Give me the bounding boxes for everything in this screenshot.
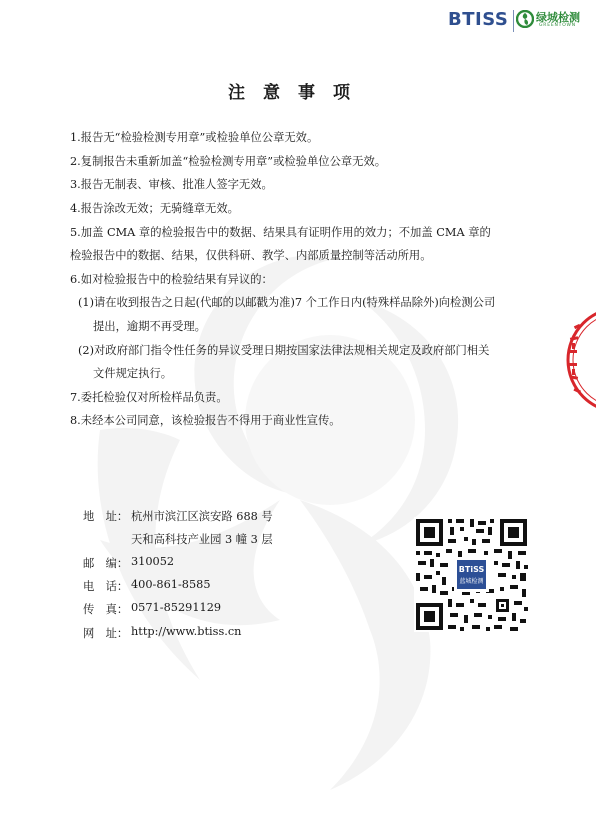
notice-item-5-line-1: 5.加盖 CMA 章的检验报告中的数据、结果具有证明作用的效力；不加盖 CMA 章的 bbox=[70, 226, 491, 239]
page-title: 注意事项 bbox=[228, 83, 368, 103]
logo-divider bbox=[513, 10, 514, 32]
website-label: 网 址： bbox=[83, 627, 129, 640]
notice-item-6-2-line-1: (2)对政府部门指令性任务的异议受理日期按国家法律法规相关规定及政府部门相关 bbox=[78, 344, 490, 357]
notice-item-6-1-line-1: (1)请在收到报告之日起(代邮的以邮戳为准)7 个工作日内(特殊样品除外)向检测公司 bbox=[78, 296, 496, 309]
postcode-value: 310052 bbox=[131, 555, 175, 568]
notice-item-2: 2.复制报告未重新加盖“检验检测专用章”或检验单位公章无效。 bbox=[70, 155, 387, 168]
notice-item-8: 8.未经本公司同意，该检验报告不得用于商业性宣传。 bbox=[70, 414, 341, 427]
qr-code-icon bbox=[414, 517, 529, 632]
notice-item-5-line-2: 检验报告中的数据、结果，仅供科研、教学、内部质量控制等活动所用。 bbox=[70, 249, 432, 262]
greentown-logo-en: GREENTOWN bbox=[539, 23, 576, 28]
greentown-logo-cn: 绿城检测 bbox=[536, 11, 580, 24]
greentown-leaf-icon bbox=[516, 10, 534, 28]
qr-logo-cn: 蓝城检测 bbox=[459, 578, 484, 585]
notice-item-6: 6.如对检验报告中的检验结果有异议的： bbox=[70, 273, 273, 286]
notice-item-3: 3.报告无制表、审核、批准人签字无效。 bbox=[70, 178, 273, 191]
notice-item-7: 7.委托检验仅对所检样品负责。 bbox=[70, 391, 228, 404]
btiss-logo: BTISS bbox=[448, 9, 509, 30]
address-line-2: 天和高科技产业园 3 幢 3 层 bbox=[131, 533, 273, 546]
greentown-logo bbox=[516, 8, 592, 34]
notice-item-6-1-line-2: 提出，逾期不再受理。 bbox=[93, 320, 206, 333]
website-link[interactable]: http://www.btiss.cn bbox=[131, 625, 242, 638]
fax-value: 0571-85291129 bbox=[131, 601, 222, 614]
postcode-label: 邮 编： bbox=[83, 557, 129, 570]
notice-item-6-2-line-2: 文件规定执行。 bbox=[93, 367, 173, 380]
notice-item-4: 4.报告涂改无效；无骑缝章无效。 bbox=[70, 202, 239, 215]
red-seal-stamp bbox=[560, 305, 596, 415]
address-line-1: 杭州市滨江区滨安路 688 号 bbox=[131, 510, 273, 523]
notice-item-1: 1.报告无“检验检测专用章”或检验单位公章无效。 bbox=[70, 131, 319, 144]
phone-label: 电 话： bbox=[83, 580, 129, 593]
fax-label: 传 真： bbox=[83, 603, 129, 616]
phone-value: 400-861-8585 bbox=[131, 578, 211, 591]
qr-logo-btiss: BTiSS bbox=[458, 565, 485, 574]
address-label: 地 址： bbox=[83, 510, 129, 523]
